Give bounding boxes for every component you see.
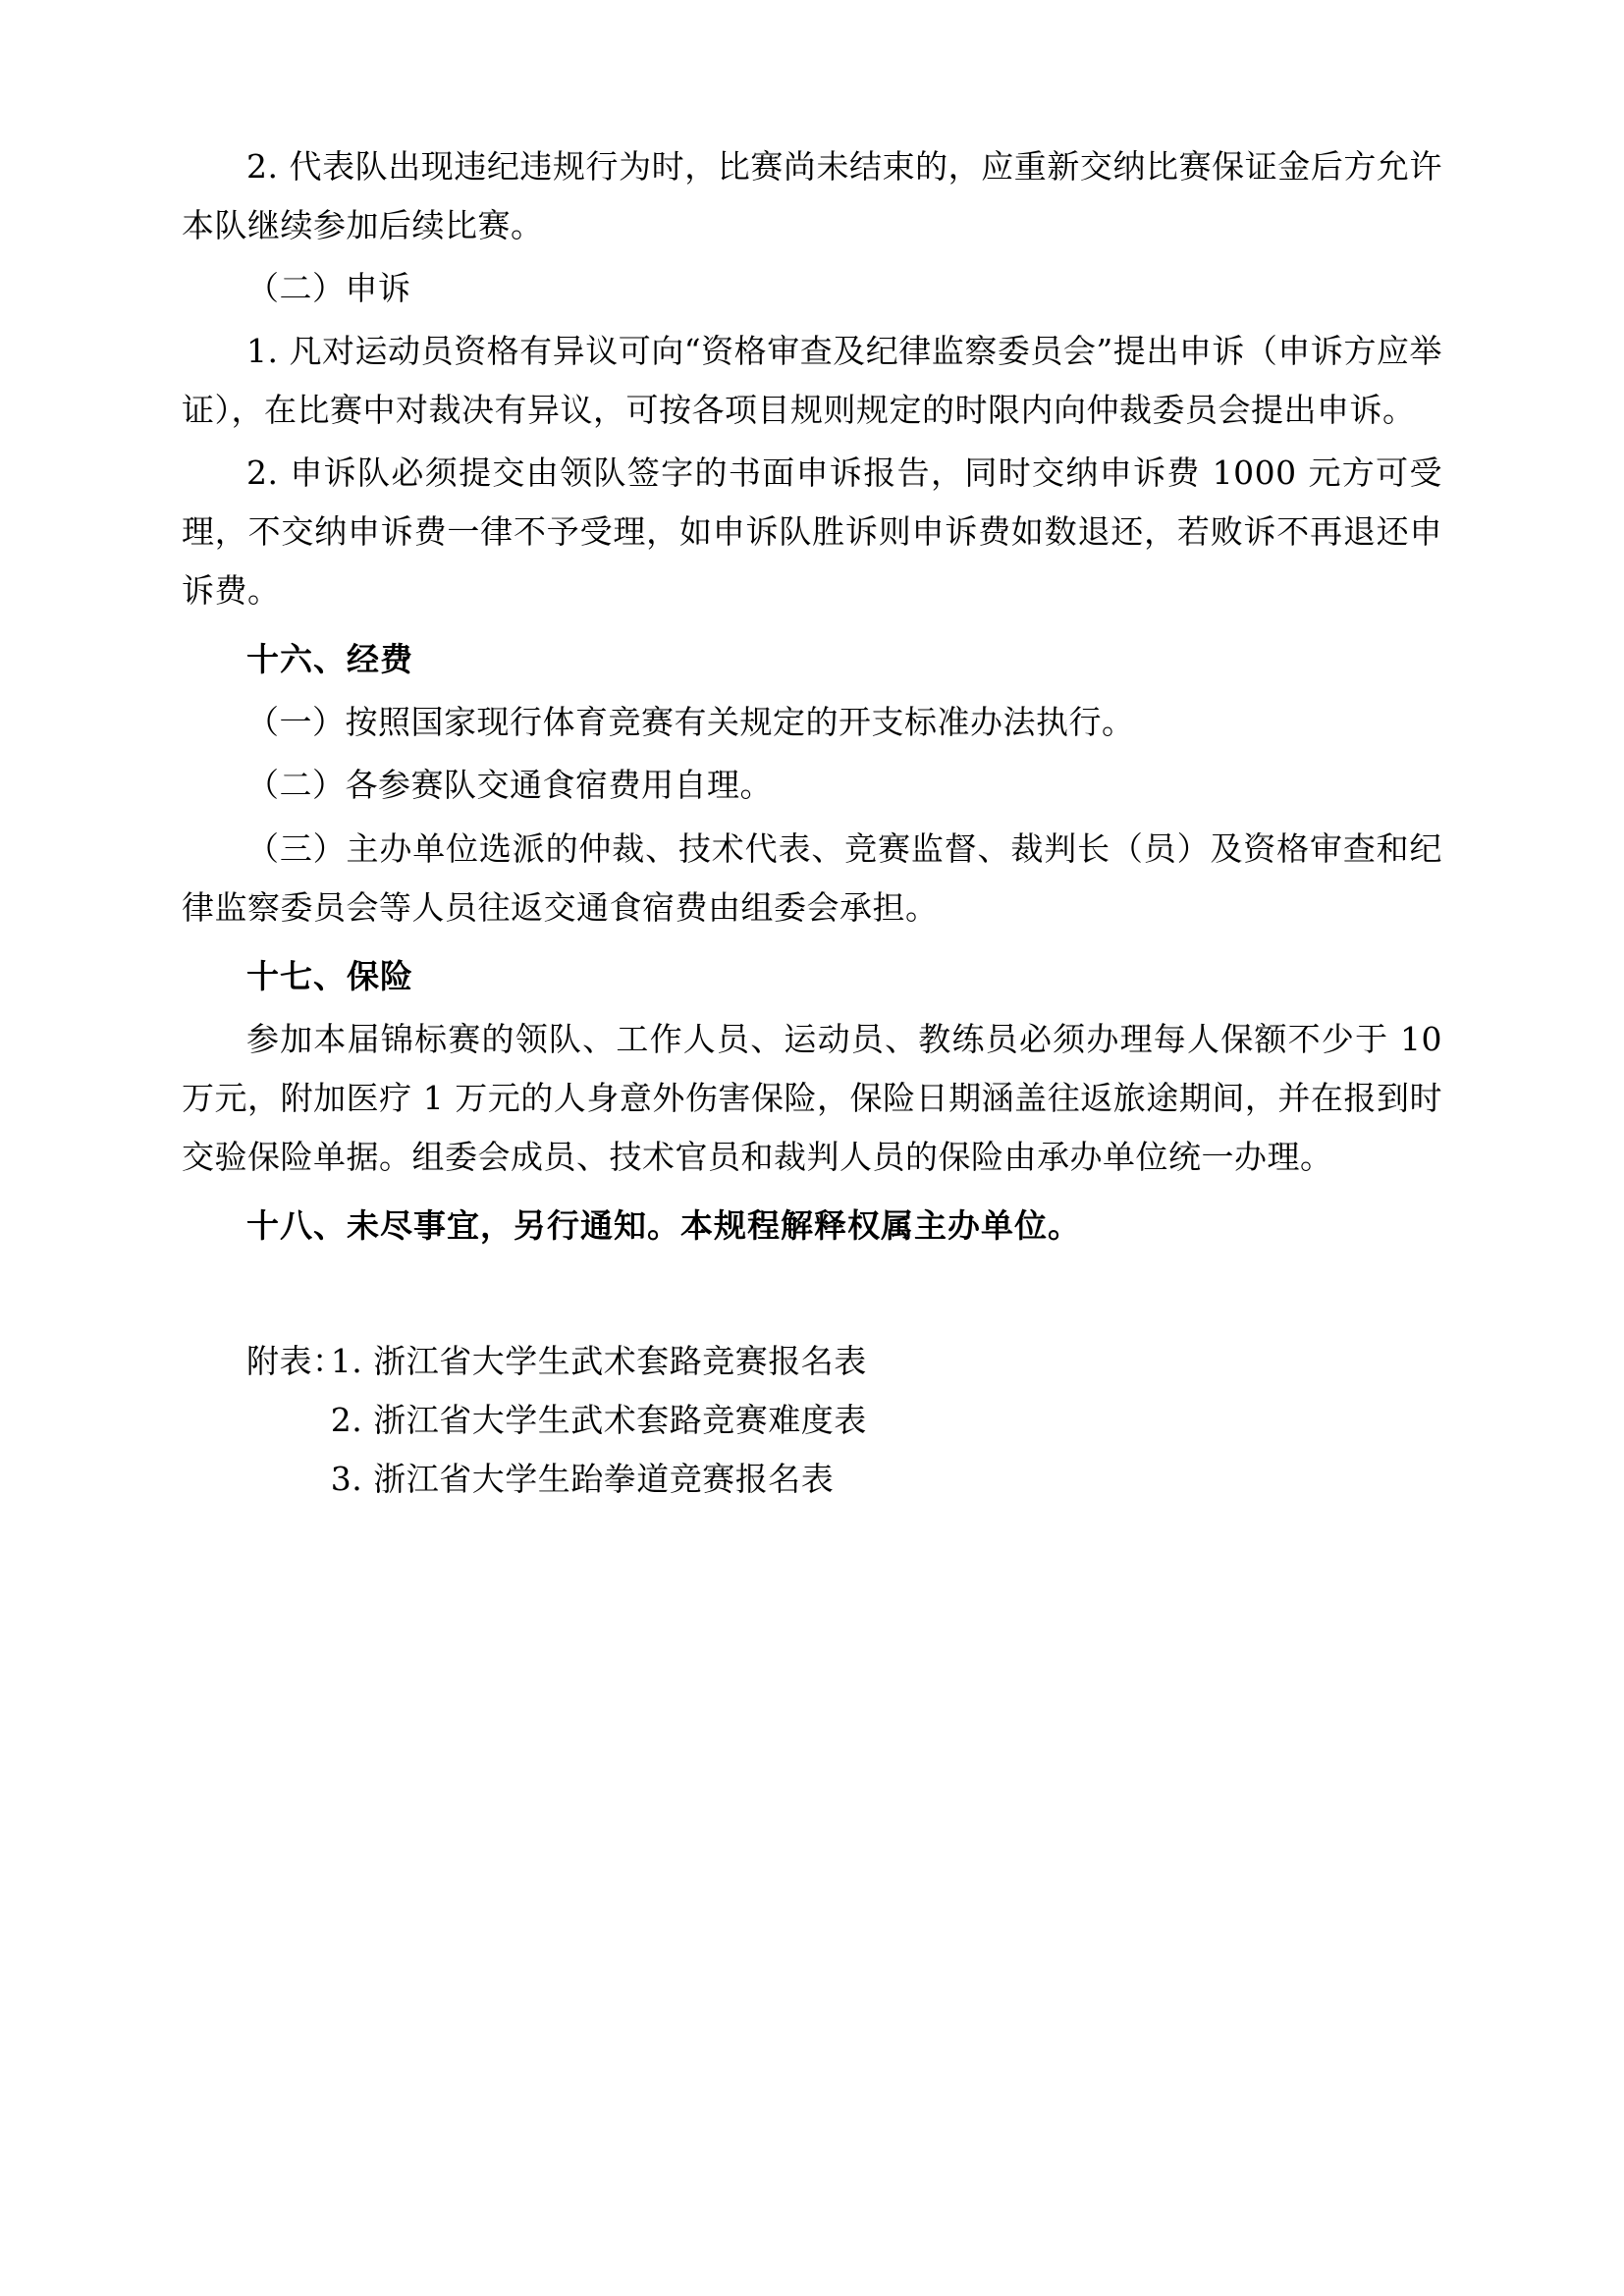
paragraph-16-3: （三）主办单位选派的仲裁、技术代表、竞赛监督、裁判长（员）及资格审查和纪律监察委员会等人员往返交通食宿费由组委会承担。: [182, 828, 1442, 927]
appendix-item-text: 1. 浙江省大学生武术套路竞赛报名表: [330, 1341, 867, 1380]
paragraph-16-1: （一）按照国家现行体育竞赛有关规定的开支标准办法执行。: [246, 703, 1135, 742]
appendix-item-2: [182, 1391, 1442, 1450]
heading-section-17: 十七、保险: [246, 956, 413, 995]
paragraph-penalty-2: 2. 代表队出现违纪违规行为时，比赛尚未结束的，应重新交纳比赛保证金后方允许本队继续参加后续比赛。: [182, 147, 1442, 245]
heading-section-18: 十八、未尽事宜，另行通知。本规程解释权属主办单位。: [246, 1205, 1081, 1245]
heading-section-16: 十六、经费: [246, 640, 413, 679]
appendix-item-1: [182, 1332, 1442, 1391]
paragraph-appeal-2: 2. 申诉队必须提交由领队签字的书面申诉报告，同时交纳申诉费 1000 元方可受理，不交纳申诉费一律不予受理，如申诉队胜诉则申诉费如数退还，若败诉不再退还申诉费。: [182, 454, 1442, 611]
appendix-indent-spacer: [182, 1450, 331, 1509]
paragraph-17-1: 参加本届锦标赛的领队、工作人员、运动员、教练员必须办理每人保额不少于 10 万元，附加医疗 1 万元的人身意外伤害保险，保险日期涵盖往返旅途期间，并在报到时交验保险单据。组委会成员、技术官员和裁判人员的保险由承办单位统一办理。: [182, 1019, 1442, 1176]
appendix-indent-spacer: [182, 1391, 331, 1450]
paragraph-appeal-1: 1. 凡对运动员资格有异议可向“资格审查及纪律监察委员会”提出申诉（申诉方应举证），在比赛中对裁决有异议，可按各项目规则规定的时限内向仲裁委员会提出申诉。: [182, 332, 1442, 430]
paragraph-16-2: （二）各参赛队交通食宿费用自理。: [246, 766, 773, 805]
appendix-item-text: 3. 浙江省大学生跆拳道竞赛报名表: [330, 1459, 835, 1498]
appendix-item-3: [182, 1450, 1442, 1509]
appendix-list: [182, 1332, 1442, 1509]
appendix-label: 附表：: [246, 1341, 346, 1380]
paragraph-appeal-section-title: （二）申诉: [246, 269, 411, 308]
appendix-item-text: 2. 浙江省大学生武术套路竞赛难度表: [330, 1400, 867, 1439]
